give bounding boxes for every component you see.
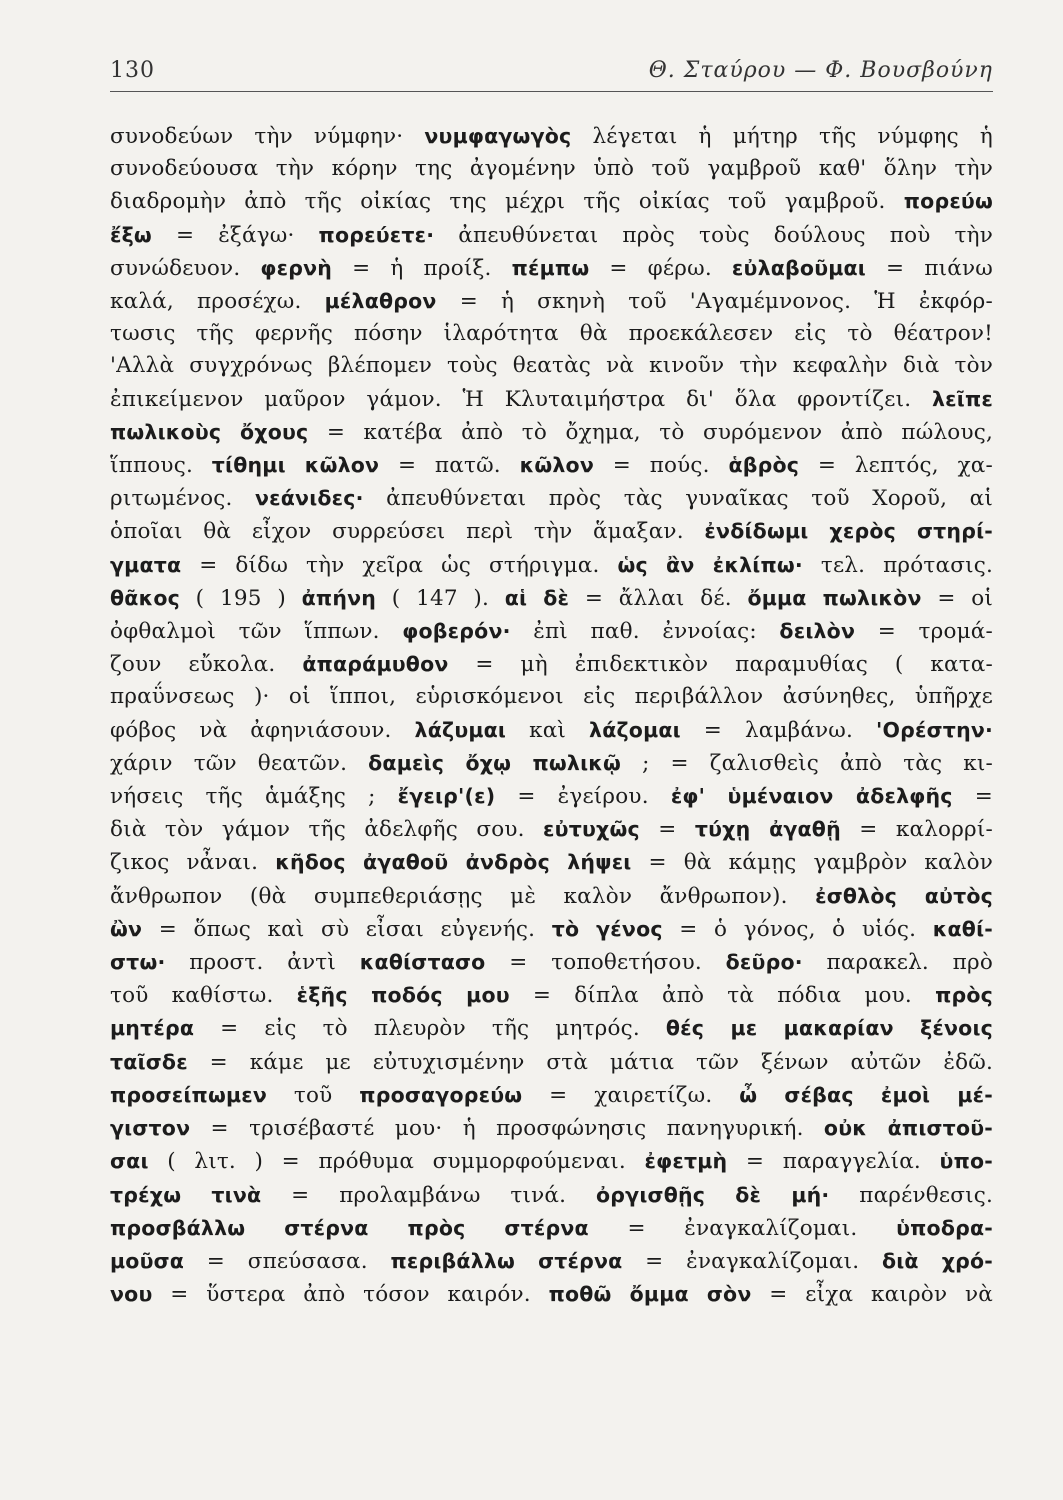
lemma-term: τρέχω τινὰ (110, 1182, 262, 1207)
gloss-text: παρακελ. πρὸ (802, 950, 993, 976)
gloss-text: διὰ τὸν γάμον τῆς ἀδελφῆς σου. (110, 817, 544, 843)
gloss-text: φόβος νὰ ἀφηνιάσουν. (110, 717, 415, 743)
text-line (110, 252, 993, 285)
gloss-text: ἐπικείμενον μαῦρον γάμον. Ἡ Κλυταιμήστρα δι' ὅλα φροντίζει. (110, 386, 932, 412)
gloss-text: ( 147 ). (376, 585, 505, 611)
gloss-text: = κάμε με εὐτυχισμένην στὰ μάτια τῶν ξένων αὐτῶν ἐδῶ. (187, 1049, 993, 1075)
lemma-term: λεῖπε (932, 386, 993, 411)
gloss-text: = θὰ κάμῃς γαμβρὸν καλὸν (631, 850, 993, 876)
lemma-term: τίθημι κῶλον (211, 453, 380, 478)
text-line (110, 285, 993, 318)
text-line (110, 979, 993, 1012)
gloss-text: = μὴ ἐπιδεκτικὸν παραμυθίας ( κατα- (448, 652, 993, 678)
lemma-term: θές με μακαρίαν ξένοις (665, 1016, 993, 1041)
lemma-term: γιστον (110, 1116, 191, 1141)
lemma-term: θᾶκος (110, 585, 180, 610)
gloss-text: = ἐναγκαλίζομαι. (622, 1248, 882, 1274)
lemma-term: προσείπωμεν (110, 1082, 268, 1107)
running-header (110, 58, 993, 92)
gloss-text: τελ. πρότασις. (802, 552, 993, 578)
gloss-text: συνοδεύων τὴν νύμφην· (110, 124, 425, 149)
lemma-term: αἱ δὲ (504, 585, 570, 610)
lemma-term: ὑποδρα- (896, 1215, 993, 1240)
text-line (110, 1012, 993, 1045)
lemma-term: ἐνδίδωμι χερὸς στηρί- (704, 519, 993, 544)
lemma-term: πρὸς (935, 983, 993, 1008)
text-line (110, 1179, 993, 1212)
lemma-term: κῶλον (519, 453, 594, 478)
gloss-text: = πούς. (593, 453, 729, 479)
gloss-text: = (952, 784, 993, 810)
gloss-text: 'Αλλὰ συγχρόνως βλέπομεν τοὺς θεατὰς νὰ κινοῦν τὴν κεφαλὴν διὰ τὸν (110, 353, 993, 379)
lemma-term: ὀργισθῇς δὲ μή· (596, 1182, 830, 1207)
gloss-text: = λαμβάνω. (680, 717, 877, 743)
text-line (110, 515, 993, 548)
gloss-text: τοῦ (267, 1082, 360, 1108)
gloss-text: = τρομά- (855, 619, 993, 645)
gloss-text: ὁποῖαι θὰ εἶχον συρρεύσει περὶ τὴν ἅμαξαν. (110, 519, 705, 545)
lemma-term: δαμεὶς ὄχῳ πωλικῷ (368, 750, 622, 775)
lemma-term: ἁβρὸς (728, 453, 800, 478)
lemma-term: ὡς ἂν ἐκλίπω· (617, 552, 803, 577)
text-line (110, 449, 993, 482)
lemma-term: τύχῃ ἀγαθῇ (694, 817, 841, 842)
lemma-term: κῆδος ἀγαθοῦ ἀνδρὸς λήψει (275, 850, 632, 875)
text-line (110, 1046, 993, 1079)
lemma-term: ἀπαράμυθον (302, 652, 449, 677)
gloss-text: = χαιρετίζω. (522, 1082, 740, 1108)
text-line (110, 780, 993, 813)
lemma-term: καθί- (932, 916, 993, 941)
gloss-text: = κατέβα ἀπὸ τὸ ὄχημα, τὸ συρόμενον ἀπὸ πώλους, (308, 419, 993, 445)
text-line (110, 880, 993, 913)
lemma-term: φοβερόν· (402, 619, 511, 644)
lemma-term: ποθῶ ὄμμα σὸν (548, 1282, 752, 1307)
text-line (110, 1145, 993, 1178)
gloss-text: = εἰς τὸ πλευρὸν τῆς μητρός. (194, 1016, 666, 1042)
text-line (110, 615, 993, 648)
text-line (110, 350, 993, 382)
gloss-text: = ἐναγκαλίζομαι. (588, 1215, 897, 1241)
text-line (110, 913, 993, 946)
gloss-text: = δίδω τὴν χεῖρα ὡς στήριγμα. (181, 552, 618, 578)
lemma-term: οὐκ ἀπιστοῦ- (823, 1116, 993, 1141)
lemma-term: ἔξω (110, 222, 152, 247)
gloss-text: = ὁ γόνος, ὁ υἱός. (662, 916, 933, 942)
lemma-term: ἐφετμὴ (644, 1149, 728, 1174)
lemma-term: ἐφ' ὑμέναιον ἀδελφῆς (670, 784, 953, 809)
gloss-text: ( 195 ) (179, 585, 302, 611)
gloss-text: = καλορρί- (840, 817, 993, 843)
text-line (110, 1112, 993, 1145)
lemma-term: ὦ σέβας ἐμοὶ μέ- (739, 1082, 993, 1107)
lemma-term: πορεύετε· (318, 222, 435, 247)
lemma-term: ἔγειρ'(ε) (397, 784, 496, 809)
gloss-text: καλά, προσέχω. (110, 289, 325, 315)
lemma-term: προσβάλλω στέρνα πρὸς στέρνα (110, 1215, 589, 1240)
gloss-text: νήσεις τῆς ἁμάξης ; (110, 784, 398, 810)
gloss-text: χάριν τῶν θεατῶν. (110, 750, 369, 776)
lemma-term: ταῖσδε (110, 1049, 188, 1074)
gloss-text: παρένθεσις. (829, 1182, 993, 1208)
gloss-text: = ἐγείρου. (495, 784, 671, 810)
gloss-text: = ἄλλαι δέ. (569, 585, 748, 611)
text-line (110, 1079, 993, 1112)
text-line (110, 153, 993, 185)
gloss-text: = προλαμβάνω τινά. (261, 1182, 597, 1208)
gloss-text: = ὕστερα ἀπὸ τόσον καιρόν. (152, 1282, 549, 1308)
gloss-text: = ἡ προίξ. (332, 255, 512, 281)
lemma-term: νου (110, 1282, 153, 1307)
lemma-term: φερνὴ (260, 255, 333, 280)
gloss-text: = οἱ (921, 585, 993, 611)
gloss-text: = δίπλα ἀπὸ τὰ πόδια μου. (509, 983, 936, 1009)
lemma-term: 'Ορέστην· (876, 717, 993, 742)
running-title: Θ. Σταύρου — Φ. Βουσβούνη (648, 58, 993, 83)
gloss-text: = σπεύσασα. (184, 1248, 391, 1274)
text-line (110, 318, 993, 350)
gloss-text: ὀφθαλμοὶ τῶν ἵππων. (110, 619, 403, 645)
gloss-text: ( λιτ. ) = πρόθυμα συμμορφούμεναι. (148, 1149, 645, 1175)
text-line (110, 681, 993, 713)
lemma-term: ὢν (110, 916, 143, 941)
text-line (110, 714, 993, 747)
gloss-text: = τρισέβαστέ μου· ἡ προσφώνησις πανηγυρική. (190, 1116, 824, 1142)
lemma-term: λάζομαι (589, 717, 681, 742)
gloss-text: = (639, 817, 695, 843)
commentary-text (110, 120, 993, 1311)
text-line (110, 549, 993, 582)
gloss-text: = ἡ σκηνὴ τοῦ 'Αγαμέμνονος. Ἡ ἐκφόρ- (436, 289, 993, 315)
lemma-term: πωλικοὺς ὄχους (110, 419, 309, 444)
gloss-text: τοῦ καθίστω. (110, 983, 297, 1009)
text-line (110, 482, 993, 515)
page-number: 130 (110, 58, 155, 83)
gloss-text: τωσις τῆς φερνῆς πόσην ἱλαρότητα θὰ προεκάλεσεν εἰς τὸ θέατρον! (110, 321, 993, 347)
gloss-text: = πιάνω (866, 255, 993, 281)
gloss-text: προστ. ἀντὶ (165, 950, 360, 976)
gloss-text: ἄνθρωπον (θὰ συμπεθεριάσῃς μὲ καλὸν ἄνθρωπον). (110, 883, 816, 909)
lemma-term: ὄμμα πωλικὸν (747, 585, 922, 610)
lemma-term: ὑπο- (939, 1149, 993, 1174)
gloss-text: = εἶχα καιρὸν νὰ (751, 1282, 993, 1308)
lemma-term: προσαγορεύω (359, 1082, 523, 1107)
gloss-text: = ὅπως καὶ σὺ εἶσαι εὐγενής. (142, 916, 552, 942)
gloss-text: ζικος νἆναι. (110, 850, 276, 876)
lemma-term: λάζυμαι (414, 717, 507, 742)
text-line (110, 185, 993, 218)
text-line (110, 1245, 993, 1278)
text-line (110, 846, 993, 879)
lemma-term: μέλαθρον (324, 289, 437, 314)
lemma-term: μοῦσα (110, 1248, 185, 1273)
gloss-text: = τοποθετήσου. (485, 950, 726, 976)
gloss-text: διαδρομὴν ἀπὸ τῆς οἰκίας της μέχρι τῆς οἰκίας τοῦ γαμβροῦ. (110, 189, 904, 215)
gloss-text: πραΰνσεως )· οἱ ἵπποι, εὑρισκόμενοι εἰς περιβάλλον ἀσύνηθες, ὑπῆρχε (110, 684, 993, 710)
text-line (110, 120, 993, 153)
lemma-term: καθίστασο (359, 950, 486, 975)
lemma-term: ἑξῆς ποδός μου (296, 983, 510, 1008)
text-line (110, 648, 993, 681)
text-line (110, 383, 993, 416)
lemma-term: τὸ γένος (551, 916, 663, 941)
lemma-term: στω· (110, 950, 166, 975)
text-line (110, 813, 993, 846)
text-line (110, 582, 993, 615)
gloss-text: = λεπτός, χα- (799, 453, 993, 479)
gloss-text: = πατῶ. (379, 453, 520, 479)
lemma-term: δειλὸν (779, 619, 856, 644)
lemma-term: ἐσθλὸς αὐτὸς (815, 883, 993, 908)
gloss-text: = φέρω. (589, 255, 732, 281)
gloss-text: = ἐξάγω· (151, 222, 319, 248)
text-line (110, 946, 993, 979)
gloss-text: λέγεται ἡ μήτηρ τῆς νύμφης ἡ (571, 124, 993, 149)
gloss-text: ; = ζαλισθεὶς ἀπὸ τὰς κι- (621, 750, 993, 776)
gloss-text: συνώδευον. (110, 255, 261, 281)
gloss-text: ἀπευθύνεται πρὸς τὰς γυναῖκας τοῦ Χοροῦ, αἱ (363, 486, 993, 512)
lemma-term: εὐλαβοῦμαι (731, 255, 866, 280)
lemma-term: μητέρα (110, 1016, 195, 1041)
text-line (110, 219, 993, 252)
gloss-text: ἐπὶ παθ. ἐννοίας: (510, 619, 780, 645)
gloss-text: καὶ (506, 717, 590, 743)
lemma-term: ἀπήνη (301, 585, 377, 610)
gloss-text: = παραγγελία. (727, 1149, 940, 1175)
lemma-term: γματα (110, 552, 182, 577)
lemma-term: πέμπω (511, 255, 590, 280)
lemma-term: δεῦρο· (725, 950, 803, 975)
text-line (110, 1278, 993, 1311)
lemma-term: νυμφαγωγὸς (424, 124, 572, 148)
lemma-term: διὰ χρό- (881, 1248, 993, 1273)
lemma-term: πορεύω (903, 189, 993, 214)
lemma-term: εὐτυχῶς (543, 817, 640, 842)
gloss-text: ριτωμένος. (110, 486, 255, 512)
text-line (110, 747, 993, 780)
gloss-text: ζουν εὔκολα. (110, 652, 303, 678)
gloss-text: ἀπευθύνεται πρὸς τοὺς δούλους ποὺ τὴν (434, 222, 993, 248)
lemma-term: περιβάλλω στέρνα (390, 1248, 623, 1273)
text-line (110, 1212, 993, 1245)
text-line (110, 416, 993, 449)
lemma-term: σαι (110, 1149, 149, 1174)
lemma-term: νεάνιδες· (254, 486, 364, 511)
gloss-text: συνοδεύουσα τὴν κόρην της ἀγομένην ὑπὸ τοῦ γαμβροῦ καθ' ὅλην τὴν (110, 156, 993, 182)
gloss-text: ἵππους. (110, 453, 212, 479)
